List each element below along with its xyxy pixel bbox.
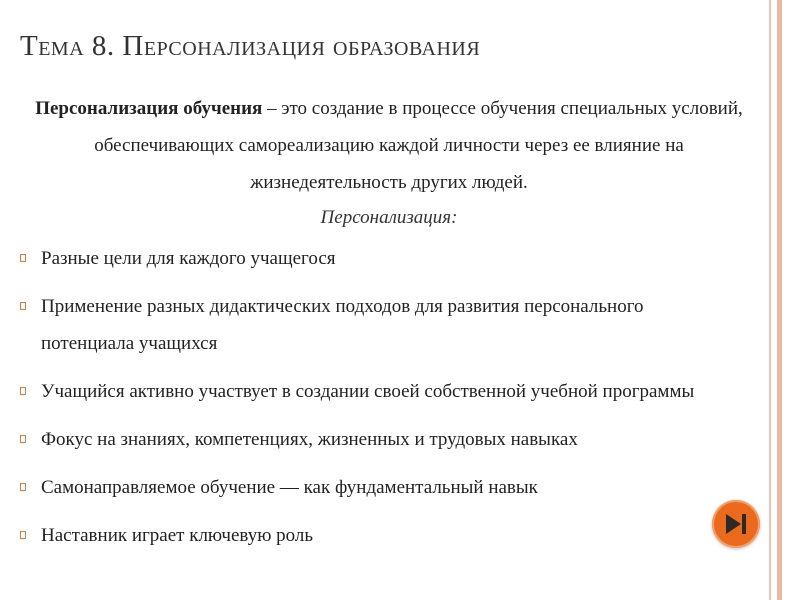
bullet-square-icon	[20, 387, 26, 395]
bullet-text: Учащийся активно участвует в создании своей собственной учебной программы	[41, 381, 695, 402]
bullet-square-icon	[20, 531, 26, 539]
bullet-item	[20, 288, 740, 362]
slide-title: Тема 8. Персонализация образования	[20, 30, 481, 62]
definition-paragraph	[16, 90, 762, 201]
bullet-text: Применение разных дидактических подходов для развития персонального потенциала учащихся	[41, 296, 644, 354]
slide-edge-line	[769, 0, 771, 600]
bullet-text: Фокус на знаниях, компетенциях, жизненных и трудовых навыках	[41, 429, 578, 450]
bullet-item	[20, 373, 740, 410]
definition-term: Персонализация обучения	[35, 98, 263, 119]
definition-text: – это создание в процессе обучения специальных условий, обеспечивающих самореализацию каждой личности через ее влияние на жизнедеятельность других людей.	[94, 98, 743, 193]
bullet-square-icon	[20, 254, 26, 262]
bullet-item	[20, 240, 740, 277]
bullet-text: Разные цели для каждого учащегося	[41, 248, 336, 269]
subheading: Персонализация:	[320, 207, 458, 228]
bullet-square-icon	[20, 302, 26, 310]
bullet-square-icon	[20, 483, 26, 491]
bullet-list	[20, 240, 740, 565]
bullet-text: Наставник играет ключевую роль	[41, 525, 314, 546]
bullet-item	[20, 517, 740, 554]
next-slide-icon	[722, 510, 750, 538]
next-slide-button[interactable]	[712, 500, 760, 548]
bullet-text: Самонаправляемое обучение — как фундаментальный навык	[41, 477, 538, 498]
bullet-item	[20, 421, 740, 458]
slide-edge-decoration	[777, 0, 782, 600]
bullet-item	[20, 469, 740, 506]
bullet-square-icon	[20, 435, 26, 443]
